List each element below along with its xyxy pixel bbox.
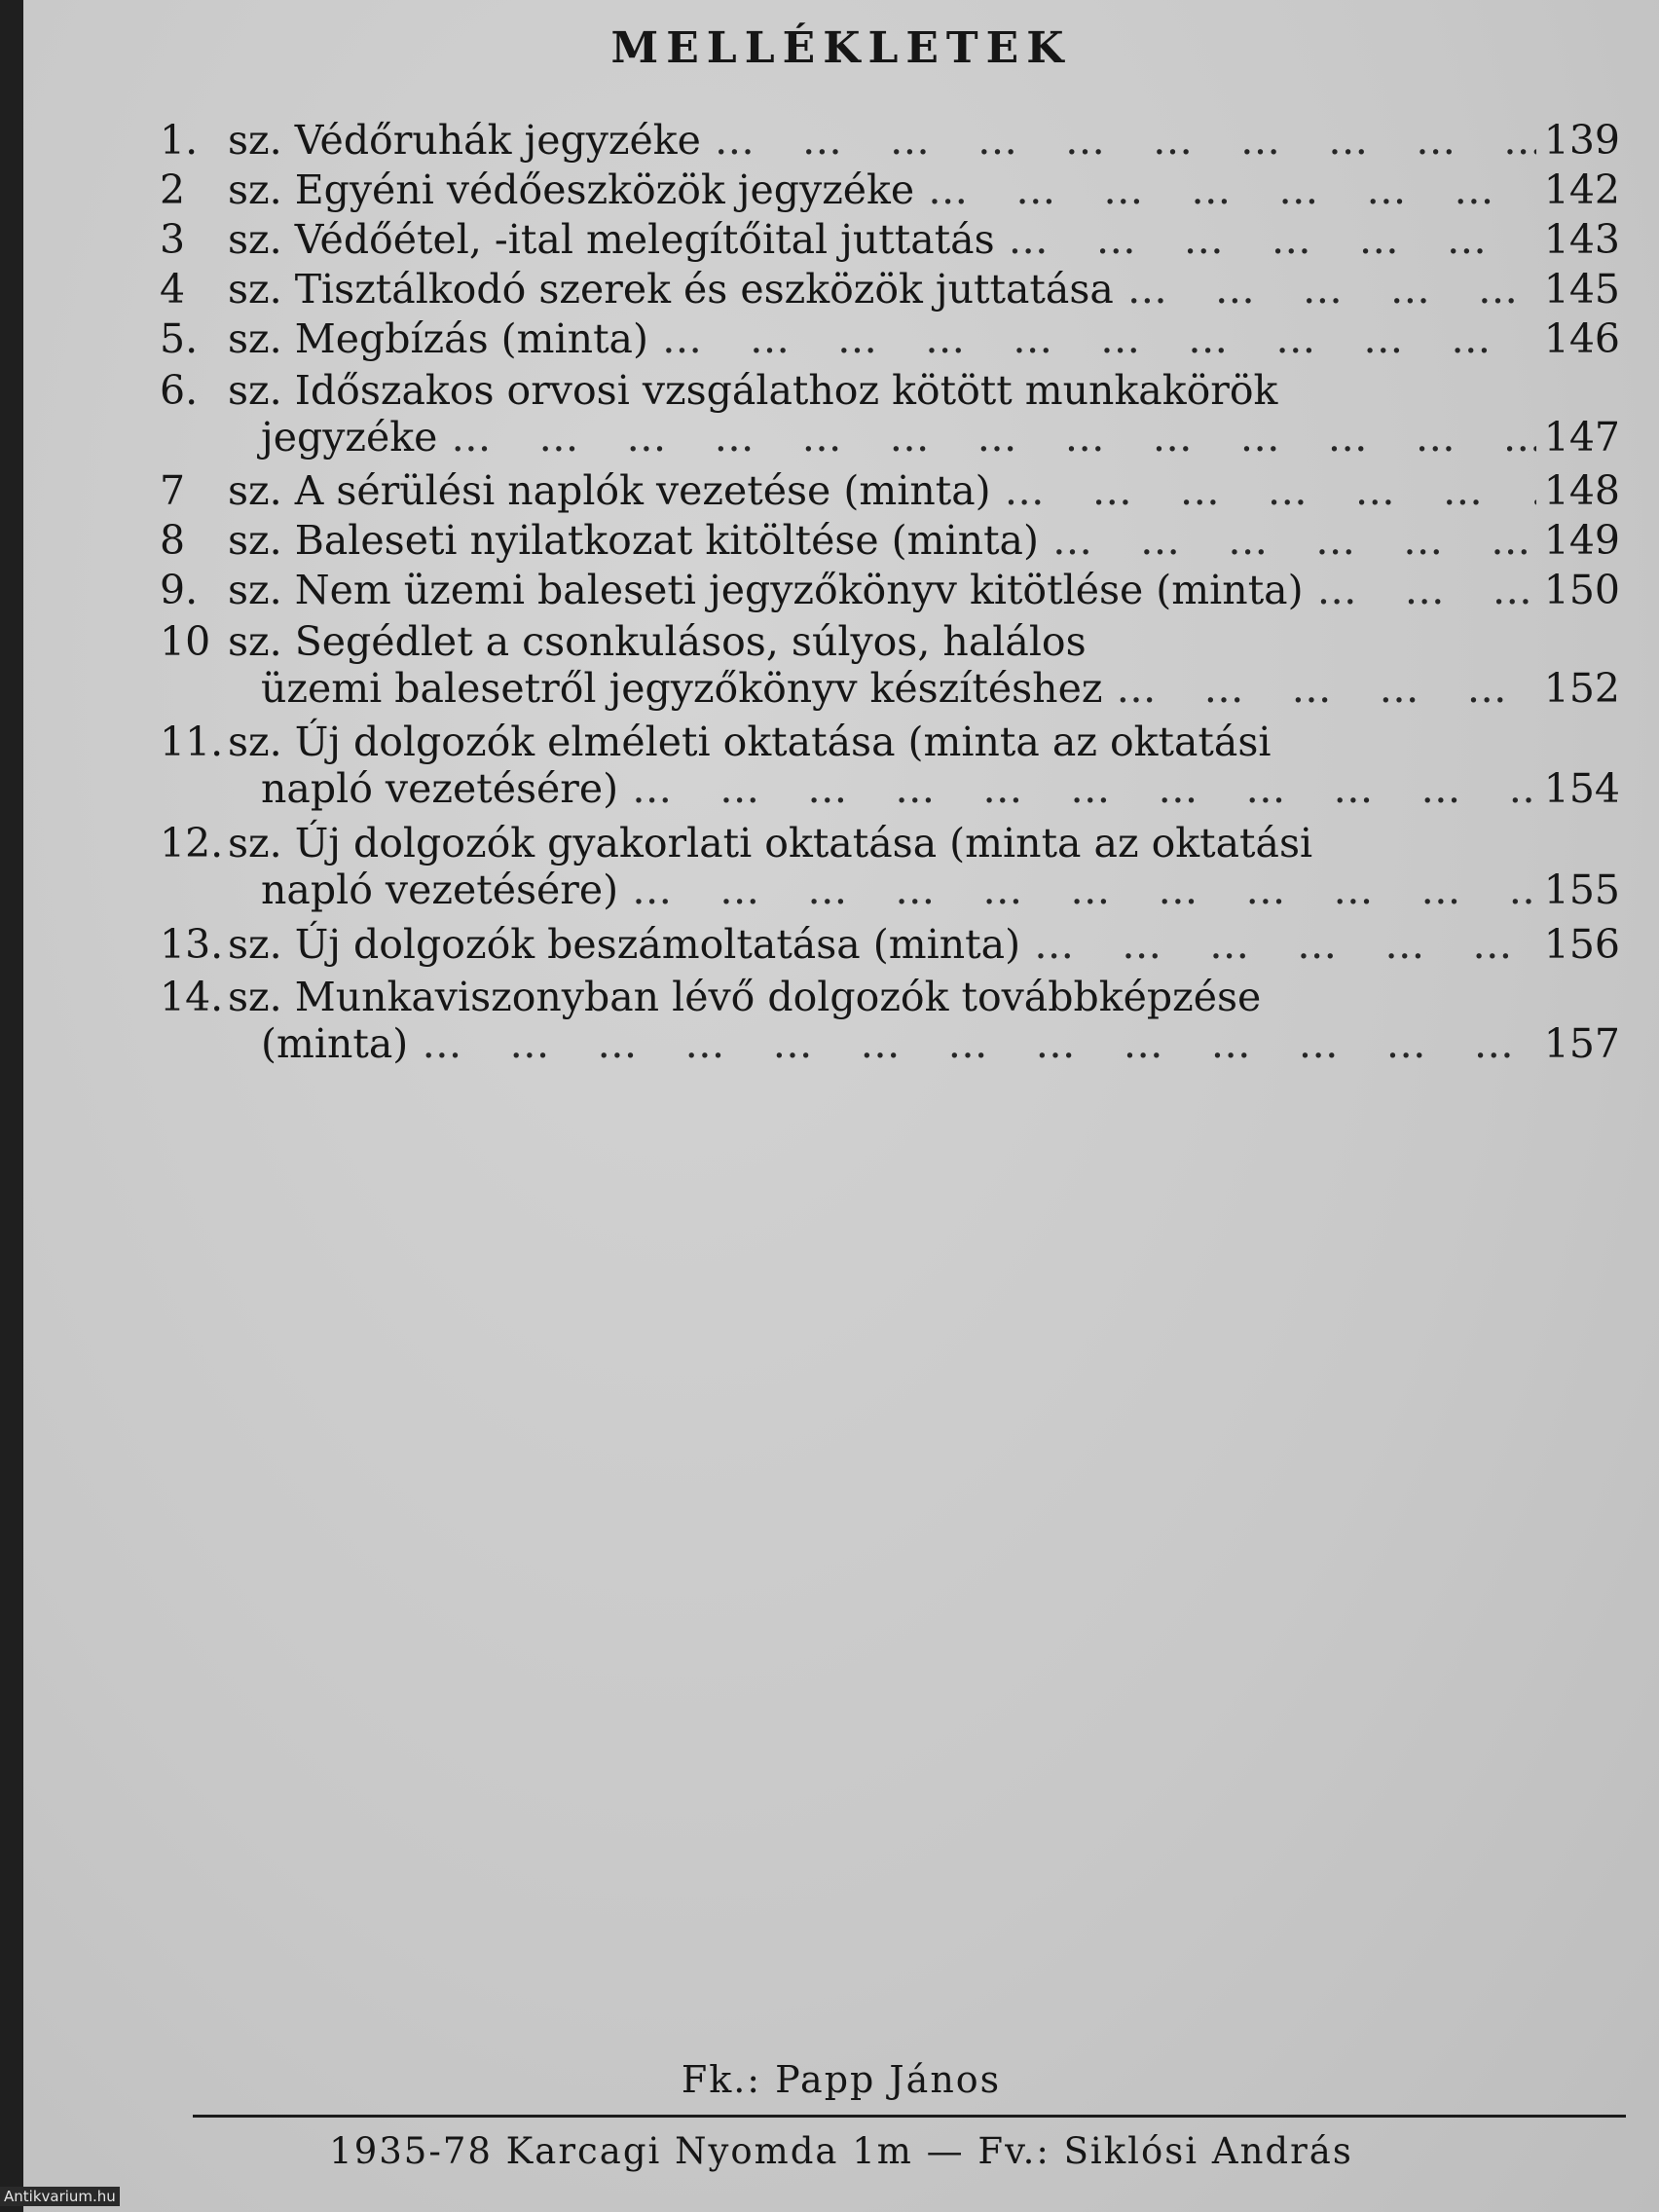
entry-title: sz. Segédlet a csonkulásos, súlyos, halálos <box>228 618 1087 665</box>
entry-page: 143 <box>1543 216 1620 263</box>
entry-title: sz. Tisztálkodó szerek és eszközök juttatása <box>228 266 1114 313</box>
entry-page: 142 <box>1543 166 1620 213</box>
entry-title: sz. A sérülési naplók vezetése (minta) <box>228 467 991 514</box>
entry-page: 139 <box>1543 117 1620 164</box>
entry-title: sz. Nem üzemi baleseti jegyzőkönyv kitötlése (minta) <box>228 567 1304 613</box>
leader-dots <box>995 216 1536 263</box>
toc-entry-11 <box>160 719 1620 812</box>
leader-dots <box>618 765 1536 812</box>
toc-entry-5 <box>160 315 1620 362</box>
entry-number: 1. <box>160 117 199 164</box>
toc-entry-1 <box>160 117 1620 164</box>
entry-title-continued: jegyzéke <box>261 414 438 461</box>
entry-page: 149 <box>1543 517 1620 564</box>
printer-colophon: 1935-78 Karcagi Nyomda 1m — Fv.: Siklósi András <box>329 2130 1353 2172</box>
entry-number: 6. <box>160 367 199 414</box>
entry-title: sz. Egyéni védőeszközök jegyzéke <box>228 166 915 213</box>
entry-number: 4 <box>160 266 186 313</box>
entry-title-continued: napló vezetésére) <box>261 765 619 812</box>
entry-page: 154 <box>1543 765 1620 812</box>
toc-entry-8 <box>160 517 1620 564</box>
entry-title: sz. Megbízás (minta) <box>228 315 648 362</box>
entry-number: 13. <box>160 921 224 968</box>
leader-dots <box>408 1020 1536 1067</box>
leader-dots <box>618 866 1536 913</box>
entry-number: 11. <box>160 719 224 765</box>
entry-number: 2 <box>160 166 186 213</box>
toc-entry-4 <box>160 266 1620 313</box>
toc-entry-6 <box>160 367 1620 461</box>
entry-page: 155 <box>1543 866 1620 913</box>
entry-page: 152 <box>1543 665 1620 712</box>
entry-page: 157 <box>1543 1020 1620 1067</box>
entry-number: 8 <box>160 517 186 564</box>
entry-title: sz. Új dolgozók beszámoltatása (minta) <box>228 921 1021 968</box>
toc-entry-7 <box>160 467 1620 514</box>
entry-number: 12. <box>160 820 224 866</box>
toc-entry-14 <box>160 974 1620 1067</box>
watermark: Antikvarium.hu <box>0 2187 120 2206</box>
entry-number: 14. <box>160 974 224 1020</box>
entry-page: 145 <box>1543 266 1620 313</box>
entry-title: sz. Védőruhák jegyzéke <box>228 117 701 164</box>
entry-title: sz. Időszakos orvosi vzsgálathoz kötött munkakörök <box>228 367 1278 414</box>
leader-dots <box>701 117 1536 164</box>
toc-entry-2 <box>160 166 1620 213</box>
entry-number: 9. <box>160 567 199 613</box>
leader-dots <box>1020 921 1536 968</box>
entry-title-continued: üzemi balesetről jegyzőkönyv készítéshez <box>261 665 1103 712</box>
entry-page: 150 <box>1543 567 1620 613</box>
leader-dots <box>991 467 1536 514</box>
leader-dots <box>1304 567 1536 613</box>
leader-dots <box>1102 665 1536 712</box>
leader-dots <box>1039 517 1536 564</box>
entry-title: sz. Baleseti nyilatkozat kitöltése (minta) <box>228 517 1039 564</box>
entry-title: sz. Új dolgozók elméleti oktatása (minta az oktatási <box>228 719 1272 765</box>
leader-dots <box>648 315 1536 362</box>
entry-number: 7 <box>160 467 186 514</box>
entry-title-continued: napló vezetésére) <box>261 866 619 913</box>
entry-page: 146 <box>1543 315 1620 362</box>
toc-entry-9 <box>160 567 1620 613</box>
entry-title: sz. Munkaviszonyban lévő dolgozók továbbképzése <box>228 974 1262 1020</box>
entry-title: sz. Védőétel, -ital melegítőital juttatás <box>228 216 995 263</box>
entry-number: 10 <box>160 618 211 665</box>
toc-entry-3 <box>160 216 1620 263</box>
entry-number: 5. <box>160 315 199 362</box>
toc-entry-13 <box>160 921 1620 968</box>
document-page <box>23 0 1659 2212</box>
toc-entry-10 <box>160 618 1620 712</box>
leader-dots <box>437 414 1536 461</box>
leader-dots <box>914 166 1536 213</box>
page-title: MELLÉKLETEK <box>610 23 1072 73</box>
footer-divider <box>193 2115 1626 2118</box>
entry-title-continued: (minta) <box>261 1020 409 1067</box>
entry-page: 156 <box>1543 921 1620 968</box>
entry-title: sz. Új dolgozók gyakorlati oktatása (minta az oktatási <box>228 820 1313 866</box>
leader-dots <box>1114 266 1536 313</box>
entry-page: 147 <box>1543 414 1620 461</box>
entry-number: 3 <box>160 216 186 263</box>
editor-credit: Fk.: Papp János <box>681 2058 1002 2101</box>
toc-entry-12 <box>160 820 1620 913</box>
entry-page: 148 <box>1543 467 1620 514</box>
